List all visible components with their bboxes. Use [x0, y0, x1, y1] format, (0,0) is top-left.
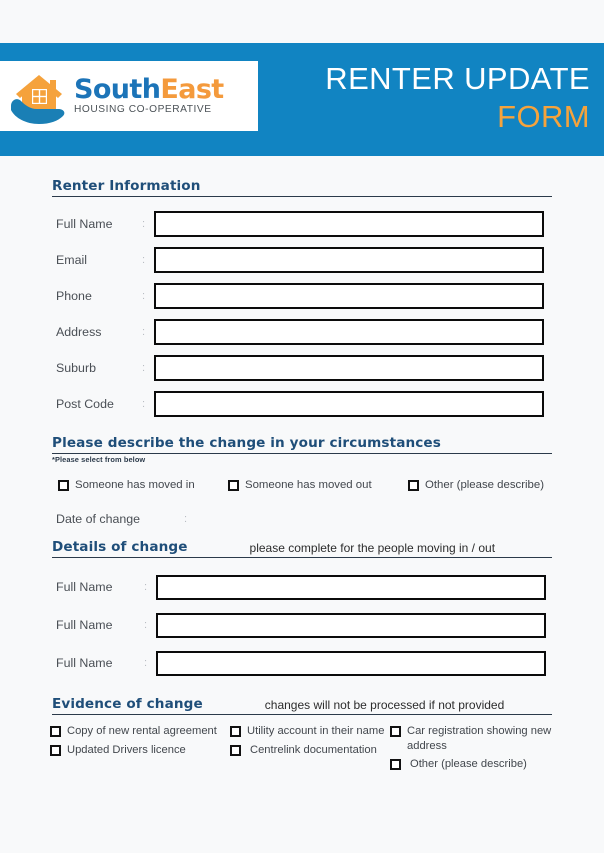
page-title-line1: RENTER UPDATE — [325, 61, 590, 96]
checkbox-option-car-registration[interactable] — [390, 724, 570, 753]
checkbox-label: Utility account in their name — [247, 725, 385, 737]
field-row-email — [56, 247, 604, 273]
evidence-column-2 — [230, 724, 390, 776]
checkbox-label: Copy of new rental agreement — [67, 725, 217, 737]
date-of-change-label: Date of change — [56, 512, 141, 526]
phone-input[interactable] — [154, 283, 544, 309]
logo-subtitle: HOUSING CO-OPERATIVE — [74, 104, 212, 116]
select-from-below-note: *Please select from below — [52, 455, 146, 464]
section-title: Evidence of change — [52, 696, 203, 712]
checkbox-icon[interactable] — [230, 745, 241, 756]
field-colon: : — [144, 619, 148, 631]
form-content — [0, 156, 604, 776]
logo-word-east: East — [160, 74, 224, 106]
checkbox-label: Other (please describe) — [425, 479, 545, 491]
checkbox-icon[interactable] — [390, 726, 401, 737]
section-note: please complete for the people moving in / out — [249, 541, 496, 555]
checkbox-label: Other (please describe) — [410, 758, 527, 770]
checkbox-label: Centrelink documentation — [250, 743, 377, 756]
details-full-name-input-2[interactable] — [156, 613, 546, 638]
field-label: Full Name — [56, 580, 113, 594]
checkbox-icon[interactable] — [50, 745, 61, 756]
checkbox-option-moved-in[interactable] — [58, 478, 228, 493]
field-row-full-name — [56, 211, 604, 237]
field-row-phone — [56, 283, 604, 309]
field-row-post-code — [56, 391, 604, 417]
change-options-group — [58, 478, 604, 493]
section-note: changes will not be processed if not provided — [264, 698, 505, 712]
section-header-evidence-of-change — [52, 696, 552, 715]
evidence-column-3 — [390, 724, 570, 776]
logo-wordmark — [74, 76, 224, 115]
logo-word-south: South — [74, 74, 161, 106]
section-title: Details of change — [52, 539, 188, 555]
field-label: Email — [56, 253, 87, 267]
checkbox-icon[interactable] — [58, 480, 69, 491]
checkbox-label: Someone has moved out — [245, 479, 372, 491]
field-label: Full Name — [56, 217, 113, 231]
evidence-options-grid — [50, 724, 604, 776]
details-full-name-input-3[interactable] — [156, 651, 546, 676]
date-of-change-colon: : — [184, 513, 188, 525]
checkbox-option-rental-agreement[interactable] — [50, 724, 230, 739]
post-code-input[interactable] — [154, 391, 544, 417]
details-field-row-1 — [56, 572, 604, 602]
page-title-line2: FORM — [497, 99, 590, 134]
checkbox-icon[interactable] — [408, 480, 419, 491]
field-label: Post Code — [56, 397, 114, 411]
field-colon: : — [142, 218, 146, 230]
checkbox-option-moved-out[interactable] — [228, 478, 408, 493]
checkbox-label: Someone has moved in — [75, 479, 195, 491]
section-header-details-of-change — [52, 539, 552, 558]
logo-container — [0, 61, 258, 131]
checkbox-option-other[interactable] — [408, 478, 544, 493]
section-header-describe-change — [52, 435, 552, 454]
checkbox-option-evidence-other[interactable] — [390, 757, 570, 772]
email-input[interactable] — [154, 247, 544, 273]
field-label: Full Name — [56, 656, 113, 670]
suburb-input[interactable] — [154, 355, 544, 381]
checkbox-icon[interactable] — [230, 726, 241, 737]
field-label: Suburb — [56, 361, 96, 375]
field-row-suburb — [56, 355, 604, 381]
field-colon: : — [142, 326, 146, 338]
section-header-renter-information — [52, 178, 552, 197]
house-in-hand-logo-icon — [8, 67, 70, 125]
field-label: Phone — [56, 289, 92, 303]
checkbox-label: Updated Drivers licence — [67, 743, 186, 756]
checkbox-label: Car registration showing new address — [407, 725, 552, 752]
field-label: Address — [56, 325, 102, 339]
section-title: Renter Information — [52, 178, 201, 194]
page-title — [266, 60, 596, 136]
details-field-row-2 — [56, 610, 604, 640]
evidence-column-1 — [50, 724, 230, 776]
section-title: Please describe the change in your circumstances — [52, 435, 441, 451]
checkbox-option-centrelink[interactable] — [230, 743, 390, 758]
field-colon: : — [144, 581, 148, 593]
field-colon: : — [142, 290, 146, 302]
checkbox-option-utility-account[interactable] — [230, 724, 390, 739]
checkbox-icon[interactable] — [390, 759, 401, 770]
address-input[interactable] — [154, 319, 544, 345]
details-full-name-input-1[interactable] — [156, 575, 546, 600]
field-row-date-of-change — [56, 509, 604, 529]
checkbox-icon[interactable] — [228, 480, 239, 491]
checkbox-option-drivers-licence[interactable] — [50, 743, 230, 758]
details-field-row-3 — [56, 648, 604, 678]
checkbox-icon[interactable] — [50, 726, 61, 737]
field-colon: : — [142, 254, 146, 266]
field-row-address — [56, 319, 604, 345]
field-label: Full Name — [56, 618, 113, 632]
field-colon: : — [142, 362, 146, 374]
full-name-input[interactable] — [154, 211, 544, 237]
field-colon: : — [142, 398, 146, 410]
field-colon: : — [144, 657, 148, 669]
